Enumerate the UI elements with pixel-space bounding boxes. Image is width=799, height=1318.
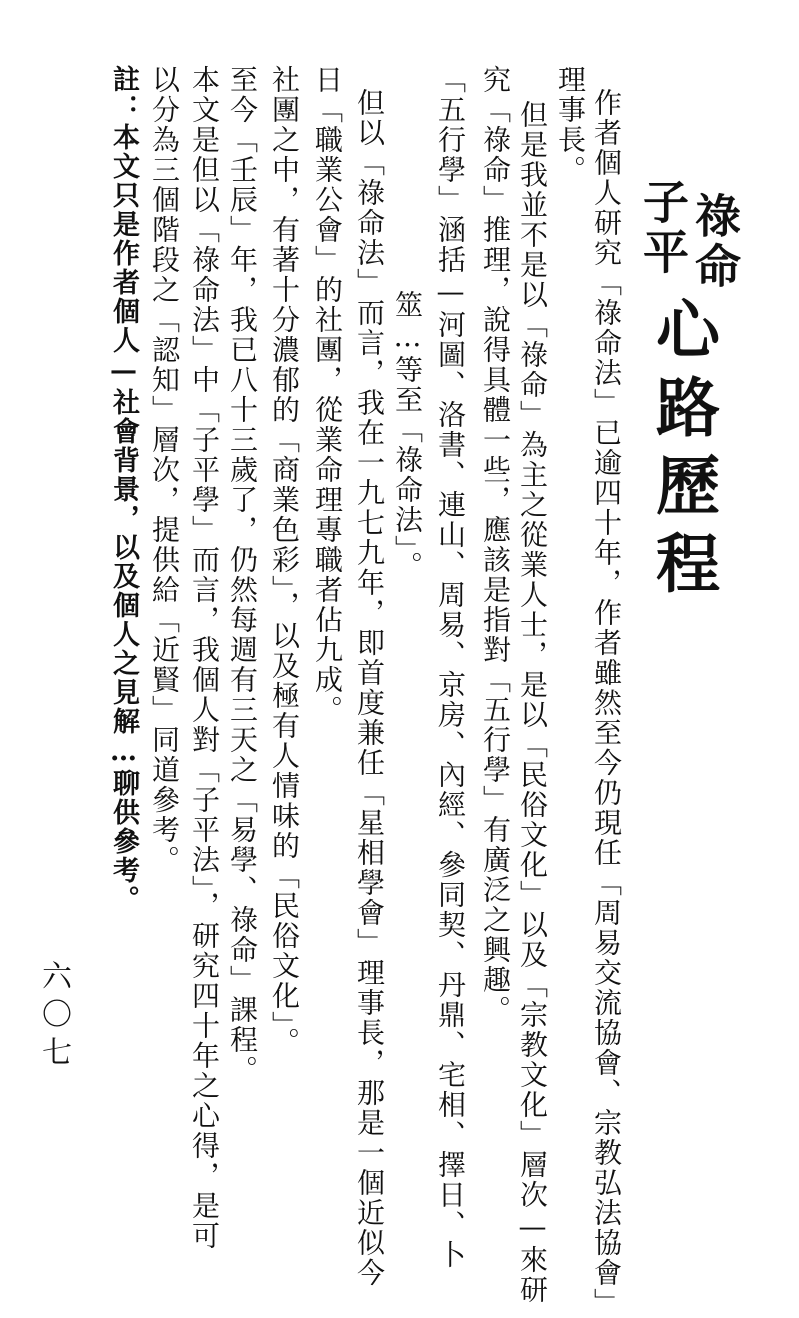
body-column-7: 但以「祿命法」而言，我在一九七九年，即首度兼任「星相學會」理事長，那是一個近似今 (353, 88, 386, 1288)
body-column-4: 究「祿命」推理，說得具體一些，應該是指對「五行學」有廣泛之興趣。 (479, 65, 512, 1025)
body-column-2: 理事長。 (554, 65, 587, 185)
page-number: 六〇七 (36, 960, 71, 1074)
body-column-10: 至今「壬辰」年，我已八十三歲了，仍然每週有三天之「易學、祿命」課程。 (226, 65, 259, 1085)
body-column-1: 作者個人研究「祿命法」已逾四十年，作者雖然至今仍現任「周易交流協會、宗教弘法協會」 (590, 88, 623, 1318)
note-column: 註：本文只是作者個人—社會背景，以及個人之見解…聊供參考。 (108, 65, 139, 914)
body-column-9: 社團之中，有著十分濃郁的「商業色彩」，以及極有人情味的「民俗文化」。 (268, 65, 301, 1057)
title-line-2: 子平 (636, 178, 690, 278)
body-column-12: 以分為三個階段之「認知」層次，提供給「近賢」同道參考。 (148, 65, 181, 875)
body-column-6: 筮…等至「祿命法」。 (391, 290, 424, 581)
body-column-3: 但是我並不是以「祿命」為主之從業人士，是以「民俗文化」以及「宗教文化」層次—來研 (516, 100, 549, 1305)
body-column-11: 本文是但以「祿命法」中「子平學」而言，我個人對「子平法」，研究四十年之心得，是可 (188, 65, 221, 1251)
body-column-5: 「五行學」涵括—河圖、洛書、連山、周易、京房、內經、參同契、丹鼎、宅相、擇日、卜 (434, 65, 467, 1270)
title-line-1: 祿命 (688, 192, 742, 292)
page-title: 心路歷程 (645, 296, 720, 608)
body-column-8: 日「職業公會」的社團，從業命理專職者佔九成。 (311, 65, 344, 725)
